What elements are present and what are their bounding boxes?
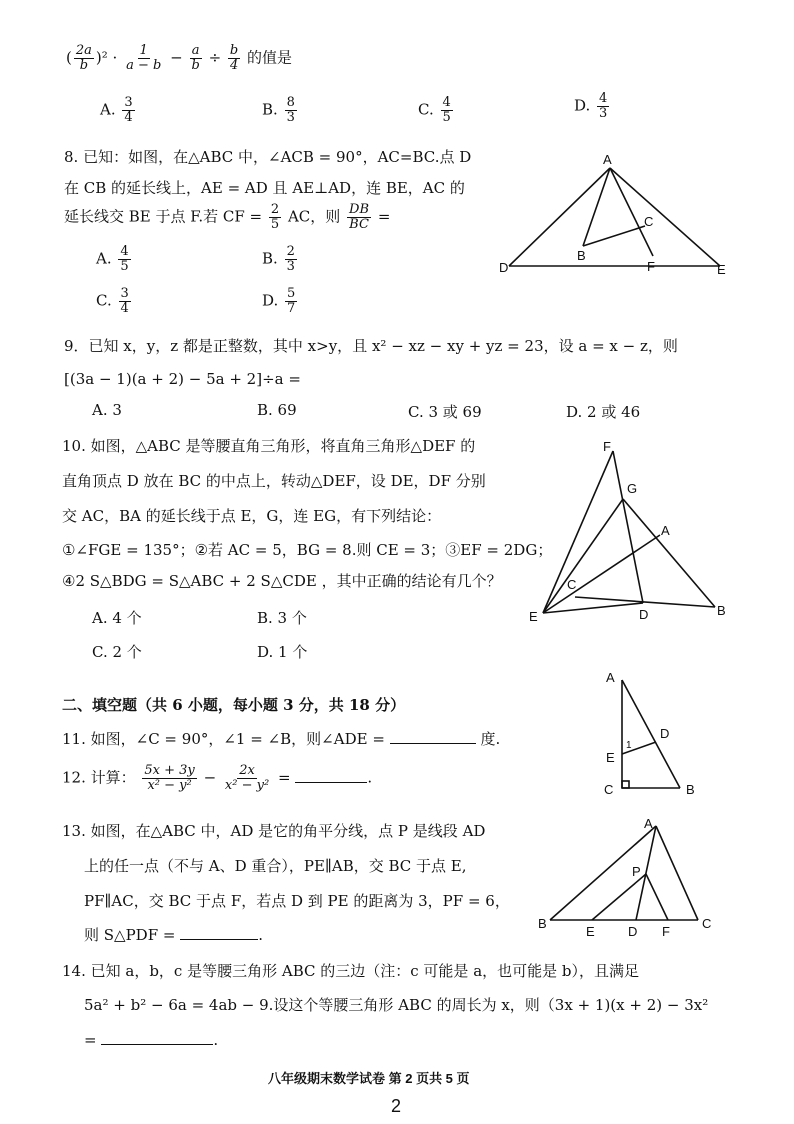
q13-line-2: 上的任一点（不与 A、D 重合），PE∥AB，交 BC 于点 E, xyxy=(84,857,467,875)
q12-frac-1: $\frac{5x + 3y}{\text{x² − y²}}$ xyxy=(144,763,195,793)
q8-option-c: C. $\frac{3}{4}$ xyxy=(96,286,129,316)
label-F: F xyxy=(603,439,611,454)
q8-option-d: D. $\frac{5}{7}$ xyxy=(262,286,296,316)
label-angle-1: 1 xyxy=(626,740,632,751)
q14-answer-blank[interactable] xyxy=(101,1030,213,1045)
label-F: F xyxy=(647,259,655,274)
line-AB xyxy=(583,168,610,246)
q10-figure xyxy=(525,437,735,627)
q10-line-3: 交 AC，BA 的延长线于点 E，G，连 EG，有下列结论： xyxy=(62,507,442,525)
label-C: C xyxy=(702,916,712,931)
q8-ratio-frac: $\frac{DB}{BC}$ xyxy=(349,202,370,232)
line-AE xyxy=(610,168,720,266)
q9-line-2: [(3a − 1)(a + 2) − 5a + 2]÷a = xyxy=(64,370,301,388)
line-CB xyxy=(575,597,715,607)
line-FE xyxy=(543,451,613,613)
q7-option-d: D. $\frac{4}{3}$ xyxy=(574,91,608,121)
q7-tail: 的值是 xyxy=(247,48,293,67)
line-AB xyxy=(622,680,680,788)
q12-frac-2: $\frac{2x}{\text{x² − y²}}$ xyxy=(224,763,270,793)
label-B: B xyxy=(717,603,726,618)
q13-line-4: 则 S△PDF = . xyxy=(84,926,264,944)
label-A: A xyxy=(661,523,670,538)
q10-option-b: B. 3 个 xyxy=(257,609,307,627)
line-ED xyxy=(543,603,643,613)
label-E: E xyxy=(606,750,615,765)
label-C: C xyxy=(644,214,654,229)
q12-expression: 12. 计算： $\frac{5x + 3y}{\text{x² − y²}}$ − $\frac{2x}{\text{x² − y²}}$ = . xyxy=(62,763,373,793)
q14-line-1: 14. 已知 a，b，c 是等腰三角形 ABC 的三边（注：c 可能是 a，也可能是 b），且满足 xyxy=(62,962,640,980)
q7-option-b: B. $\frac{8}{3}$ xyxy=(262,95,295,125)
page-number: 2 xyxy=(391,1096,402,1116)
q10-line-1: 10. 如图，△ABC 是等腰直角三角形，将直角三角形△DEF 的 xyxy=(62,437,476,455)
q12-answer-blank[interactable] xyxy=(295,768,367,783)
page-footer: 八年级期末数学试卷 第 2 页共 5 页 xyxy=(268,1071,470,1086)
q11-answer-blank[interactable] xyxy=(390,729,476,744)
q9-option-c: C. 3 或 69 xyxy=(408,403,482,421)
q9-option-d: D. 2 或 46 xyxy=(566,403,641,421)
label-G: G xyxy=(627,481,638,496)
line-AC xyxy=(656,826,698,920)
q9-option-a: A. 3 xyxy=(92,401,122,419)
paren-open: ( xyxy=(66,48,72,67)
label-E: E xyxy=(586,924,595,939)
label-E: E xyxy=(717,262,726,277)
q8-cf-frac: $\frac{2}{5}$ xyxy=(270,202,280,232)
line-FD xyxy=(613,451,643,603)
label-F: F xyxy=(662,924,670,939)
q9-line-1: 9．已知 x，y，z 都是正整数，其中 x>y，且 x² − xz − xy + yz = 23，设 a = x − z，则 xyxy=(64,337,678,355)
minus-sign: − xyxy=(170,48,183,67)
q8-option-a: A. $\frac{4}{5}$ xyxy=(96,244,129,274)
label-A: A xyxy=(644,816,653,831)
label-D: D xyxy=(499,260,509,275)
power-dot: )² · xyxy=(95,48,118,67)
q7-frac-4: $\frac{b}{4}$ xyxy=(229,43,239,73)
label-B: B xyxy=(577,248,586,263)
q8-figure xyxy=(495,148,735,280)
label-E: E xyxy=(529,609,538,624)
label-C: C xyxy=(567,577,577,592)
line-GB xyxy=(623,499,715,607)
label-D: D xyxy=(639,607,649,622)
q8-option-b: B. $\frac{2}{3}$ xyxy=(262,244,295,274)
right-angle-mark xyxy=(622,781,629,788)
q10-line-2: 直角顶点 D 放在 BC 的中点上，转动△DEF，设 DE，DF 分别 xyxy=(62,472,486,490)
q11-text: 11. 如图，∠C = 90°，∠1 = ∠B，则∠ADE = 度. xyxy=(62,730,501,748)
line-AF xyxy=(610,168,653,256)
q13-line-3: PF∥AC，交 BC 于点 F，若点 D 到 PE 的距离为 3，PF = 6， xyxy=(84,892,510,910)
label-P: P xyxy=(632,864,641,879)
label-A: A xyxy=(603,152,612,167)
label-B: B xyxy=(686,782,695,797)
line-BC xyxy=(583,226,645,246)
q10-option-c: C. 2 个 xyxy=(92,643,142,661)
q8-line-2: 在 CB 的延长线上，AE = AD 且 AE⊥AD，连 BE，AC 的 xyxy=(64,179,465,197)
q13-answer-blank[interactable] xyxy=(180,925,258,940)
q8-line-3: 延长线交 BE 于点 F.若 CF = $\frac{2}{5}$ AC，则 $\frac{DB}{BC}$ = xyxy=(64,202,391,232)
q7-frac-1: $\frac{2a}{b}$ xyxy=(75,43,92,73)
q10-line-5: ④2 S△BDG = S△ABC + 2 S△CDE ，其中正确的结论有几个？ xyxy=(62,572,502,590)
q7-frac-3: $\frac{a}{b}$ xyxy=(191,43,200,73)
label-D: D xyxy=(660,726,670,741)
q13-line-1: 13. 如图，在△ABC 中，AD 是它的角平分线，点 P 是线段 AD xyxy=(62,822,486,840)
q8-line-1: 8. 已知：如图，在△ABC 中，∠ACB = 90°，AC=BC.点 D xyxy=(64,148,472,166)
q7-option-a: A. $\frac{3}{4}$ xyxy=(100,95,133,125)
q10-option-a: A. 4 个 xyxy=(92,609,142,627)
q10-option-d: D. 1 个 xyxy=(257,643,308,661)
label-D: D xyxy=(628,924,638,939)
line-EG xyxy=(543,499,623,613)
line-AD xyxy=(509,168,610,266)
label-A: A xyxy=(606,670,615,685)
q14-line-3: = . xyxy=(84,1031,219,1049)
q14-line-2: 5a² + b² − 6a = 4ab − 9.设这个等腰三角形 ABC 的周长为 x，则（3x + 1)(x + 2) − 3x² xyxy=(84,996,709,1014)
label-B: B xyxy=(538,916,547,931)
q11-figure xyxy=(598,670,708,802)
q7-expression xyxy=(66,44,292,73)
q13-figure xyxy=(534,812,724,940)
q7-frac-2: $\frac{1}{a - b}$ xyxy=(126,43,162,73)
line-PF xyxy=(646,874,668,920)
section-2-heading: 二、填空题（共 6 小题，每小题 3 分，共 18 分） xyxy=(62,696,406,714)
q7-option-c: C. $\frac{4}{5}$ xyxy=(418,95,451,125)
divide-sign: ÷ xyxy=(208,48,222,67)
q10-line-4: ①∠FGE = 135°；②若 AC = 5，BG = 8.则 CE = 3；③EF = 2DG； xyxy=(62,541,553,559)
label-C: C xyxy=(604,782,614,797)
q9-option-b: B. 69 xyxy=(257,401,297,419)
